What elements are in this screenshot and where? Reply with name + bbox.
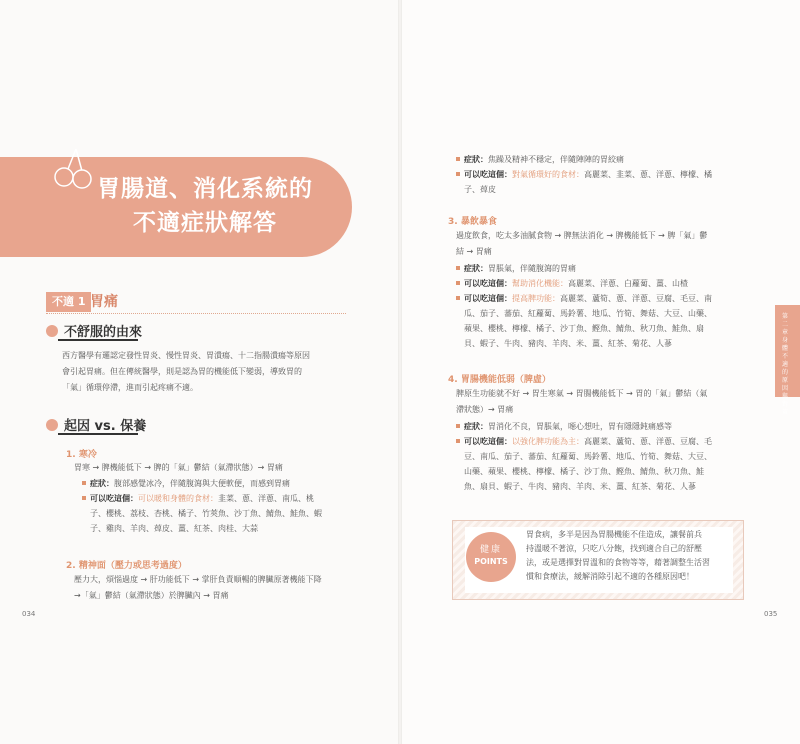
cause-3-flow: 過度飲食，吃太多油膩食物 → 脾無法消化 → 脾機能低下 → 脾「氣」鬱 結 → 胃痛 (456, 231, 708, 256)
cause-1-symptom: 症狀：腹部感覺冰冷，伴隨腹瀉與大便軟便，而感到胃痛 (82, 476, 372, 491)
health-points-badge: 健康 POINTS (466, 532, 516, 582)
cause-3-food: 可以吃這個：幫助消化機能：高麗菜、洋蔥、白蘿蔔、薑、山楂 (456, 276, 756, 291)
page-number-right: 035 (764, 610, 778, 618)
cause-2-title: 2. 精神面（壓力或思考過度） (66, 561, 187, 571)
cause-1-flow: 胃寒 → 脾機能低下 → 脾的「氣」鬱結（氣滯狀態）→ 胃痛 (74, 463, 283, 472)
heading-underline (58, 339, 138, 341)
origin-paragraph: 西方醫學有邏認定發性胃炎、慢性胃炎、胃潰瘍、十二指腸潰瘍等原因 會引起胃痛。但在傳統醫學，則是認為胃的機能低下變弱，導致胃的 「氣」循環停滯，進而引起疼痛不適。 (62, 351, 310, 392)
cause-2-food: 可以吃這個：對氣循環好的食材：高麗菜、韭菜、蔥、洋蔥、檸檬、橘 子、蔊皮 (456, 167, 756, 197)
cause-3-symptom: 症狀：胃脹氣，伴隨腹瀉的胃痛 (456, 261, 756, 276)
section-tag: 不適 1 (46, 292, 91, 312)
page-title: 胃腸道、消化系統的 不適症狀解答 (97, 176, 313, 236)
heading-origin: 不舒服的由來 (46, 321, 142, 340)
cause-4-food: 可以吃這個：以強化脾功能為主：高麗菜、蘆筍、蔥、洋蔥、豆腐、毛 豆、南瓜、茄子、蕃茄、紅蘿蔔、馬鈴薯、地瓜、竹筍、舞菇、大豆、 山藥、蘋果、櫻桃、檸檬、橘子、沙丁魚、鰹魚、鯖魚、秋刀魚、鮭 魚、扇貝、蝦子、牛肉、豬肉、羊肉、米、薑、紅茶、菊花、人蔘 (456, 434, 768, 494)
cause-1-title: 1. 寒冷 (66, 450, 97, 460)
chapter-side-tab: 第二章 身體不適的原因與對策 (775, 305, 800, 397)
bullet-dot-icon (46, 325, 58, 337)
cause-4-flow: 脾原生功能就不好 → 胃生寒氣 → 胃腸機能低下 → 胃的「氣」鬱結（氣 滯狀態）→ 胃痛 (456, 389, 708, 414)
bullet-dot-icon (46, 419, 58, 431)
divider (46, 313, 346, 314)
cause-4-title: 4. 胃腸機能低弱（脾虛） (448, 375, 551, 385)
heading-underline (58, 433, 138, 435)
cause-4-symptom: 症狀：胃消化不良，胃脹氣，噁心想吐，胃有隱隱鈍痛感等 (456, 419, 756, 434)
cause-1-food: 可以吃這個：可以暖和身體的食材：韭菜、蔥、洋蔥、南瓜、桃 子、櫻桃、荔枝、杏桃、橘子、竹莢魚、沙丁魚、鯖魚、鮭魚、蝦 子、雞肉、羊肉、蔊皮、薑、紅茶、肉桂、大蒜 (82, 491, 372, 536)
section-title: 胃痛 (90, 294, 118, 310)
cause-3-title: 3. 暴飲暴食 (448, 217, 497, 227)
health-points-text: 胃食病，多半是因為胃腸機能不佳造成，讓餐前兵 持溫暖不著涼，只吃八分飽，找到適合自己的舒壓 法，或是選擇對胃溫和的食物等等，藉著調整生活習 慣和食療法，緩解消除引起不適的各種原因吧！ (526, 530, 710, 581)
cause-2-flow: 壓力大，煩惱過度 → 肝功能低下 → 掌肝負責順暢的脾臟原著機能下降 →「氣」鬱結（氣滯狀態）於脾臟內 → 胃痛 (74, 575, 322, 600)
book-spine (398, 0, 402, 744)
cause-3-food-2: 可以吃這個：提高脾功能：高麗菜、蘆筍、蔥、洋蔥、豆腐、毛豆、南 瓜、茄子、蕃茄、紅蘿蔔、馬鈴薯、地瓜、竹筍、舞菇、大豆、山藥、 蘋果、櫻桃、檸檬、橘子、沙丁魚、鰹魚、鯖魚、秋刀魚、鮭魚、扇 貝、蝦子、牛肉、豬肉、羊肉、米、薑、紅茶、菊花、人蔘 (456, 291, 768, 351)
heading-cause: 起因 vs. 保養 (46, 415, 146, 434)
cause-2-symptom: 症狀：焦躁及精神不穩定，伴隨陣陣的胃絞痛 (456, 152, 746, 167)
page-number-left: 034 (22, 610, 36, 618)
